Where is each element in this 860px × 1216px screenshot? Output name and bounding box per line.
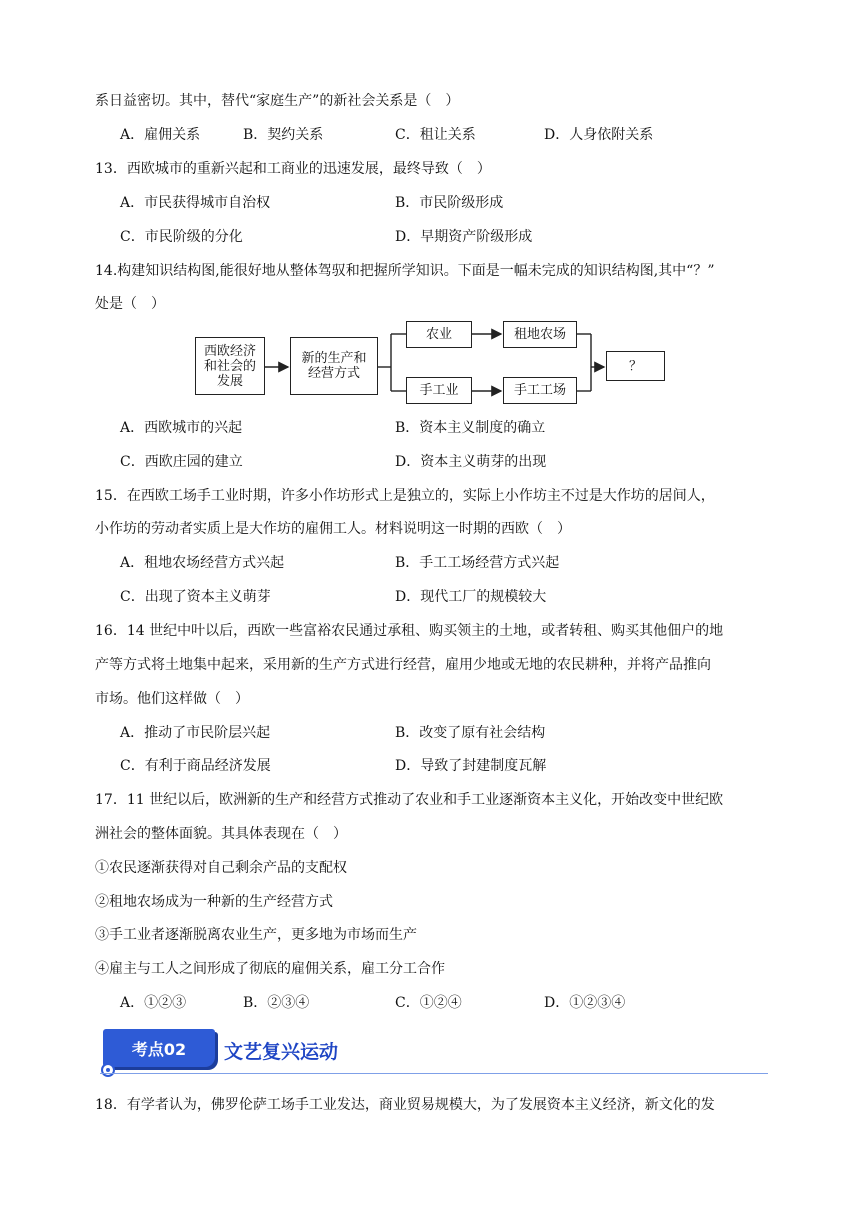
q12-option-c: C．租让关系 [395,127,476,143]
q17-stem-line2: 洲社会的整体面貌。其具体表现在（ ） [95,826,347,842]
q13-option-b: B．市民阶级形成 [395,195,504,211]
q16-stem-line3: 市场。他们这样做（ ） [95,691,249,707]
box-western-europe-development: 西欧经济 和社会的 发展 [195,337,265,395]
q16-option-c: C．有利于商品经济发展 [120,758,271,774]
box-new-production-methods: 新的生产和 经营方式 [290,337,378,395]
section-divider [100,1073,768,1074]
q12-option-d: D．人身依附关系 [544,127,654,143]
q14-option-c: C．西欧庄园的建立 [120,454,243,470]
q14-option-b: B．资本主义制度的确立 [395,420,546,436]
q13-option-c: C．市民阶级的分化 [120,229,243,245]
box-agriculture: 农业 [406,321,472,348]
q15-option-a: A．租地农场经营方式兴起 [120,555,285,571]
q15-stem-line2: 小作坊的劳动者实质上是大作坊的雇佣工人。材料说明这一时期的西欧（ ） [95,521,571,537]
q17-item-2: ②租地农场成为一种新的生产经营方式 [95,894,333,910]
section-title: 文艺复兴运动 [224,1041,339,1063]
q17-item-3: ③手工业者逐渐脱离农业生产，更多地为市场而生产 [95,927,417,943]
q14-stem-line2: 处是（ ） [95,296,165,312]
section-dot-icon [101,1063,115,1077]
q12-option-b: B．契约关系 [243,127,324,143]
q17-stem-line1: 17．11 世纪以后，欧洲新的生产和经营方式推动了农业和手工业逐渐资本主义化，开始改变中世纪欧 [95,792,724,808]
q14-option-a: A．西欧城市的兴起 [120,420,243,436]
q17-option-d: D．①②③④ [544,995,626,1011]
q15-stem-line1: 15．在西欧工场手工业时期，许多小作坊形式上是独立的，实际上小作坊主不过是大作坊的居间人， [95,488,715,504]
box-unknown: ？ [606,351,665,381]
q17-option-a: A．①②③ [120,995,187,1011]
section-badge: 考点02 [103,1029,215,1067]
q16-option-a: A．推动了市民阶层兴起 [120,725,271,741]
q13-stem: 13．西欧城市的重新兴起和工商业的迅速发展，最终导致（ ） [95,161,491,177]
q16-stem-line1: 16．14 世纪中叶以后，西欧一些富裕农民通过承租、购买领主的土地，或者转租、购买其他佃户的地 [95,623,724,639]
q12-option-a: A．雇佣关系 [120,127,201,143]
box-rented-farm: 租地农场 [503,321,577,348]
q16-option-d: D．导致了封建制度瓦解 [395,758,547,774]
q15-option-d: D．现代工厂的规模较大 [395,589,547,605]
q17-option-b: B．②③④ [243,995,310,1011]
q12-stem: 系日益密切。其中，替代“家庭生产”的新社会关系是（ ） [95,93,460,109]
box-manufactory: 手工工场 [503,377,577,404]
q14-stem-line1: 14.构建知识结构图,能很好地从整体驾驭和把握所学知识。下面是一幅未完成的知识结构图,其中“？” [95,263,715,279]
q16-option-b: B．改变了原有社会结构 [395,725,546,741]
q15-option-c: C．出现了资本主义萌芽 [120,589,271,605]
q18-stem-line1: 18．有学者认为，佛罗伦萨工场手工业发达，商业贸易规模大，为了发展资本主义经济，新文化的发 [95,1097,715,1113]
q17-item-1: ①农民逐渐获得对自己剩余产品的支配权 [95,860,347,876]
q13-option-a: A．市民获得城市自治权 [120,195,271,211]
q14-option-d: D．资本主义萌芽的出现 [395,454,547,470]
knowledge-structure-diagram [195,320,670,410]
q17-option-c: C．①②④ [395,995,462,1011]
box-handicraft: 手工业 [406,377,472,404]
q15-option-b: B．手工工场经营方式兴起 [395,555,560,571]
q17-item-4: ④雇主与工人之间形成了彻底的雇佣关系，雇工分工合作 [95,961,445,977]
q16-stem-line2: 产等方式将土地集中起来，采用新的生产方式进行经营，雇用少地或无地的农民耕种，并将产品推向 [95,657,711,673]
q13-option-d: D．早期资产阶级形成 [395,229,533,245]
